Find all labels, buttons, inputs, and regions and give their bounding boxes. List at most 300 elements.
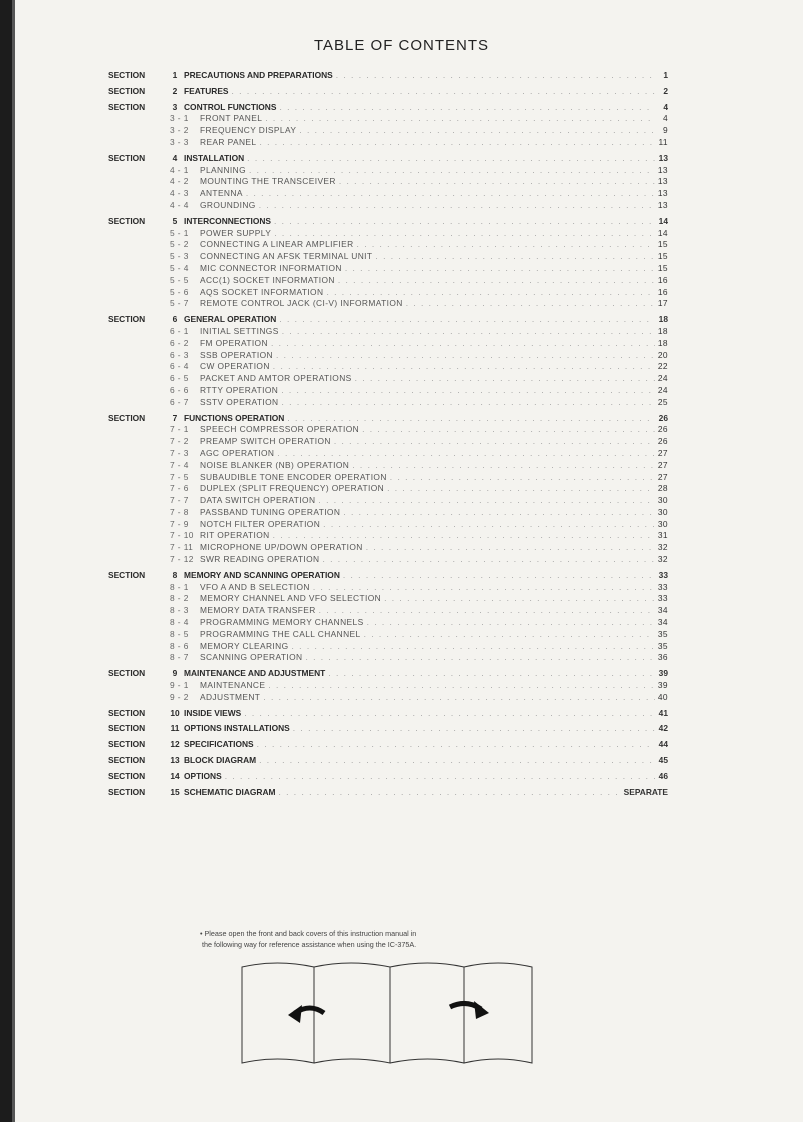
section-title: BLOCK DIAGRAM	[184, 755, 257, 766]
toc-section-15	[108, 787, 668, 799]
section-label: SECTION	[108, 755, 146, 766]
section-title: SCHEMATIC DIAGRAM	[184, 786, 276, 797]
subsection-page: 20	[657, 349, 668, 360]
section-label: SECTION	[108, 152, 146, 163]
dot-leader	[274, 216, 655, 228]
dot-leader	[293, 723, 655, 735]
dot-leader	[279, 102, 655, 114]
subsection-page: 4	[662, 113, 668, 124]
dot-leader	[318, 495, 654, 507]
fold-panel-3	[390, 963, 464, 1063]
subsection-number: 7 - 11	[170, 542, 194, 553]
dot-leader	[279, 787, 621, 799]
toc-subsection-row	[108, 385, 668, 397]
subsection-title: PROGRAMMING THE CALL CHANNEL	[200, 628, 361, 639]
dot-leader	[281, 385, 655, 397]
subsection-number: 4 - 1	[170, 164, 189, 175]
subsection-page: 36	[657, 652, 668, 663]
section-label: SECTION	[108, 739, 146, 750]
dot-leader	[273, 361, 655, 373]
subsection-title: PLANNING	[200, 164, 247, 175]
dot-leader	[273, 530, 655, 542]
subsection-title: CONNECTING A LINEAR AMPLIFIER	[200, 239, 354, 250]
dot-leader	[352, 460, 655, 472]
subsection-title: SCANNING OPERATION	[200, 652, 303, 663]
fold-instruction-line-2: the following way for reference assistance when using the IC-375A.	[202, 940, 417, 949]
section-page: 4	[663, 101, 668, 112]
toc-section-row	[108, 570, 668, 582]
subsection-page: 33	[657, 593, 668, 604]
section-label: SECTION	[108, 215, 146, 226]
toc-subsection-row	[108, 554, 668, 566]
subsection-page: 32	[657, 542, 668, 553]
subsection-number: 7 - 10	[170, 530, 194, 541]
section-page: 45	[658, 755, 668, 766]
dot-leader	[259, 200, 655, 212]
toc-subsection-row	[108, 652, 668, 664]
toc-section-row	[108, 216, 668, 228]
subsection-number: 7 - 6	[170, 483, 189, 494]
dot-leader	[339, 176, 655, 188]
subsection-title: SUBAUDIBLE TONE ENCODER OPERATION	[200, 471, 387, 482]
subsection-title: SPEECH COMPRESSOR OPERATION	[200, 424, 360, 435]
subsection-title: SSB OPERATION	[200, 349, 273, 360]
toc-subsection-row	[108, 641, 668, 653]
subsection-page: 24	[657, 384, 668, 395]
subsection-number: 7 - 12	[170, 554, 194, 565]
subsection-title: MOUNTING THE TRANSCEIVER	[200, 176, 336, 187]
subsection-title: VFO A AND B SELECTION	[200, 581, 310, 592]
dot-leader	[362, 424, 655, 436]
subsection-page: 27	[657, 471, 668, 482]
toc-section-row	[108, 755, 668, 767]
subsection-page: 9	[662, 125, 668, 136]
subsection-page: 28	[657, 483, 668, 494]
dot-leader	[406, 298, 655, 310]
subsection-title: FRONT PANEL	[200, 113, 263, 124]
subsection-page: 15	[657, 262, 668, 273]
dot-leader	[268, 680, 655, 692]
section-page: 33	[658, 569, 668, 580]
subsection-title: DUPLEX (SPLIT FREQUENCY) OPERATION	[200, 483, 385, 494]
section-label: SECTION	[108, 668, 146, 679]
dot-leader	[259, 755, 655, 767]
dot-leader	[319, 605, 655, 617]
subsection-title: ADJUSTMENT	[200, 691, 261, 702]
subsection-number: 5 - 3	[170, 251, 189, 262]
subsection-title: MEMORY CHANNEL AND VFO SELECTION	[200, 593, 382, 604]
dot-leader	[343, 507, 655, 519]
subsection-number: 4 - 2	[170, 176, 189, 187]
section-page: 26	[658, 412, 668, 423]
dot-leader	[276, 350, 655, 362]
toc-subsection-row	[108, 692, 668, 704]
section-title: INTERCONNECTIONS	[184, 215, 272, 226]
subsection-number: 7 - 9	[170, 518, 189, 529]
subsection-page: 32	[657, 554, 668, 565]
subsection-title: PROGRAMMING MEMORY CHANNELS	[200, 617, 364, 628]
fold-panel-1	[242, 963, 314, 1063]
subsection-number: 9 - 1	[170, 680, 189, 691]
toc-subsection-row	[108, 361, 668, 373]
toc-section-row	[108, 102, 668, 114]
toc-subsection-row	[108, 287, 668, 299]
fold-panel-4	[464, 963, 532, 1063]
toc-section-7	[108, 413, 668, 566]
toc-subsection-row	[108, 483, 668, 495]
dot-leader	[249, 165, 655, 177]
section-label: SECTION	[108, 70, 146, 80]
subsection-title: SWR READING OPERATION	[200, 554, 320, 565]
toc-subsection-row	[108, 228, 668, 240]
section-title: SPECIFICATIONS	[184, 739, 254, 750]
section-title: OPTIONS	[184, 770, 222, 781]
toc-subsection-row	[108, 542, 668, 554]
section-page: 44	[658, 739, 668, 750]
section-page: SEPARATE	[623, 786, 668, 797]
subsection-number: 5 - 6	[170, 286, 189, 297]
subsection-title: MIC CONNECTOR INFORMATION	[200, 262, 342, 273]
table-of-contents	[108, 70, 668, 802]
subsection-page: 30	[657, 495, 668, 506]
dot-leader	[357, 239, 655, 251]
subsection-title: AQS SOCKET INFORMATION	[200, 286, 324, 297]
toc-section-6	[108, 314, 668, 408]
section-page: 42	[658, 723, 668, 734]
toc-subsection-row	[108, 251, 668, 263]
subsection-page: 16	[657, 274, 668, 285]
subsection-title: MICROPHONE UP/DOWN OPERATION	[200, 542, 363, 553]
dot-leader	[336, 70, 655, 82]
subsection-number: 6 - 3	[170, 349, 189, 360]
subsection-title: AGC OPERATION	[200, 447, 275, 458]
toc-section-row	[108, 413, 668, 425]
subsection-number: 7 - 2	[170, 436, 189, 447]
section-page: 2	[663, 85, 668, 96]
section-label: SECTION	[108, 723, 146, 734]
subsection-title: DATA SWITCH OPERATION	[200, 495, 316, 506]
dot-leader	[384, 593, 655, 605]
toc-subsection-row	[108, 680, 668, 692]
toc-subsection-row	[108, 275, 668, 287]
subsection-title: CW OPERATION	[200, 361, 270, 372]
toc-section-13	[108, 755, 668, 767]
subsection-page: 13	[657, 176, 668, 187]
subsection-number: 6 - 2	[170, 337, 189, 348]
dot-leader	[244, 708, 655, 720]
section-number: 10	[170, 707, 180, 718]
toc-section-row	[108, 787, 668, 799]
dot-leader	[313, 582, 655, 594]
section-label: SECTION	[108, 412, 146, 423]
subsection-number: 5 - 7	[170, 298, 189, 309]
subsection-title: SSTV OPERATION	[200, 396, 279, 407]
subsection-title: PACKET AND AMTOR OPERATIONS	[200, 373, 352, 384]
toc-subsection-row	[108, 519, 668, 531]
subsection-page: 13	[657, 199, 668, 210]
subsection-number: 5 - 4	[170, 262, 189, 273]
dot-leader	[265, 113, 655, 125]
section-page: 18	[658, 314, 668, 325]
page-title: TABLE OF CONTENTS	[313, 37, 490, 54]
subsection-title: POWER SUPPLY	[200, 227, 272, 238]
toc-subsection-row	[108, 326, 668, 338]
subsection-number: 7 - 7	[170, 495, 189, 506]
section-title: OPTIONS INSTALLATIONS	[184, 723, 290, 734]
subsection-page: 18	[657, 325, 668, 336]
toc-section-1	[108, 70, 668, 82]
section-label: SECTION	[108, 569, 146, 580]
section-label: SECTION	[108, 786, 146, 797]
toc-subsection-row	[108, 593, 668, 605]
dot-leader	[292, 641, 655, 653]
section-page: 1	[663, 70, 668, 80]
dot-leader	[282, 326, 655, 338]
dot-leader	[367, 617, 655, 629]
dot-leader	[375, 251, 654, 263]
toc-subsection-row	[108, 113, 668, 125]
dot-leader	[345, 263, 655, 275]
subsection-title: NOTCH FILTER OPERATION	[200, 518, 321, 529]
subsection-page: 11	[658, 136, 668, 147]
subsection-number: 7 - 8	[170, 506, 189, 517]
subsection-page: 16	[657, 286, 668, 297]
toc-subsection-row	[108, 298, 668, 310]
binding-edge	[0, 0, 12, 1122]
toc-subsection-row	[108, 263, 668, 275]
subsection-number: 4 - 3	[170, 188, 189, 199]
left-curved-arrow-icon	[288, 1005, 324, 1023]
subsection-page: 27	[657, 447, 668, 458]
dot-leader	[334, 436, 655, 448]
section-number: 4	[172, 152, 178, 163]
subsection-title: NOISE BLANKER (NB) OPERATION	[200, 459, 350, 470]
toc-subsection-row	[108, 125, 668, 137]
toc-subsection-row	[108, 397, 668, 409]
section-label: SECTION	[108, 770, 146, 781]
dot-leader	[328, 668, 655, 680]
section-page: 14	[658, 215, 668, 226]
subsection-page: 17	[657, 298, 668, 309]
subsection-page: 15	[657, 239, 668, 250]
section-label: SECTION	[108, 707, 146, 718]
dot-leader	[366, 542, 655, 554]
subsection-number: 7 - 3	[170, 447, 189, 458]
toc-subsection-row	[108, 460, 668, 472]
toc-subsection-row	[108, 495, 668, 507]
toc-section-3	[108, 102, 668, 149]
subsection-title: CONNECTING AN AFSK TERMINAL UNIT	[200, 251, 373, 262]
subsection-number: 4 - 4	[170, 199, 189, 210]
subsection-number: 9 - 2	[170, 691, 189, 702]
subsection-title: FREQUENCY DISPLAY	[200, 125, 297, 136]
section-number: 5	[172, 215, 178, 226]
subsection-title: REAR PANEL	[200, 136, 257, 147]
fold-panel-2	[314, 963, 390, 1063]
dot-leader	[263, 692, 655, 704]
subsection-page: 40	[657, 691, 668, 702]
section-number: 15	[170, 786, 180, 797]
section-number: 9	[172, 668, 178, 679]
subsection-title: GROUNDING	[200, 199, 256, 210]
subsection-number: 5 - 5	[170, 274, 189, 285]
toc-subsection-row	[108, 436, 668, 448]
section-page: 39	[658, 668, 668, 679]
subsection-number: 7 - 5	[170, 471, 189, 482]
dot-leader	[247, 153, 655, 165]
dot-leader	[343, 570, 655, 582]
section-number: 12	[170, 739, 180, 750]
toc-subsection-row	[108, 629, 668, 641]
toc-subsection-row	[108, 605, 668, 617]
toc-section-4	[108, 153, 668, 212]
section-number: 3	[172, 101, 178, 112]
section-number: 11	[170, 723, 180, 734]
subsection-number: 8 - 5	[170, 628, 189, 639]
toc-subsection-row	[108, 350, 668, 362]
toc-section-row	[108, 86, 668, 98]
dot-leader	[282, 397, 655, 409]
toc-section-row	[108, 708, 668, 720]
section-title: FEATURES	[184, 85, 229, 96]
subsection-number: 7 - 1	[170, 424, 189, 435]
toc-section-14	[108, 771, 668, 783]
toc-section-9	[108, 668, 668, 703]
subsection-title: MAINTENANCE	[200, 680, 266, 691]
subsection-page: 14	[657, 227, 668, 238]
toc-subsection-row	[108, 424, 668, 436]
dot-leader	[259, 137, 655, 149]
subsection-number: 8 - 6	[170, 640, 189, 651]
dot-leader	[279, 314, 655, 326]
toc-section-row	[108, 723, 668, 735]
subsection-number: 8 - 1	[170, 581, 189, 592]
toc-subsection-row	[108, 165, 668, 177]
toc-subsection-row	[108, 582, 668, 594]
toc-subsection-row	[108, 373, 668, 385]
section-number: 13	[170, 755, 180, 766]
dot-leader	[338, 275, 655, 287]
subsection-number: 6 - 5	[170, 373, 189, 384]
dot-leader	[387, 483, 655, 495]
section-number: 1	[172, 70, 178, 80]
toc-subsection-row	[108, 448, 668, 460]
subsection-page: 34	[657, 617, 668, 628]
subsection-page: 24	[657, 373, 668, 384]
subsection-page: 18	[657, 337, 668, 348]
subsection-number: 7 - 4	[170, 459, 189, 470]
section-page: 41	[658, 707, 668, 718]
toc-section-10	[108, 708, 668, 720]
section-label: SECTION	[108, 314, 146, 325]
section-number: 7	[172, 412, 178, 423]
subsection-number: 6 - 1	[170, 325, 189, 336]
dot-leader	[299, 125, 655, 137]
subsection-title: MEMORY CLEARING	[200, 640, 289, 651]
dot-leader	[323, 519, 655, 531]
binding-edge-shadow	[12, 0, 15, 1122]
section-number: 6	[172, 314, 178, 325]
toc-subsection-row	[108, 137, 668, 149]
subsection-number: 6 - 4	[170, 361, 189, 372]
subsection-page: 13	[657, 188, 668, 199]
section-title: PRECAUTIONS AND PREPARATIONS	[184, 70, 333, 80]
subsection-number: 8 - 7	[170, 652, 189, 663]
subsection-page: 35	[657, 628, 668, 639]
subsection-number: 3 - 2	[170, 125, 189, 136]
subsection-title: PASSBAND TUNING OPERATION	[200, 506, 341, 517]
subsection-number: 8 - 2	[170, 593, 189, 604]
section-title: INSIDE VIEWS	[184, 707, 242, 718]
dot-leader	[225, 771, 655, 783]
right-curved-arrow-icon	[450, 1001, 489, 1019]
dot-leader	[326, 287, 654, 299]
subsection-number: 8 - 4	[170, 617, 189, 628]
toc-section-5	[108, 216, 668, 310]
toc-subsection-row	[108, 507, 668, 519]
toc-section-8	[108, 570, 668, 664]
manual-fold-diagram	[232, 955, 542, 1075]
dot-leader	[355, 373, 655, 385]
subsection-page: 26	[657, 424, 668, 435]
dot-leader	[390, 472, 655, 484]
subsection-page: 39	[657, 680, 668, 691]
dot-leader	[277, 448, 654, 460]
subsection-page: 27	[657, 459, 668, 470]
toc-section-2	[108, 86, 668, 98]
subsection-page: 25	[657, 396, 668, 407]
dot-leader	[364, 629, 655, 641]
subsection-page: 34	[657, 605, 668, 616]
section-title: CONTROL FUNCTIONS	[184, 101, 277, 112]
subsection-page: 13	[657, 164, 668, 175]
toc-subsection-row	[108, 200, 668, 212]
subsection-title: RIT OPERATION	[200, 530, 270, 541]
toc-subsection-row	[108, 239, 668, 251]
dot-leader	[322, 554, 654, 566]
toc-section-11	[108, 723, 668, 735]
dot-leader	[271, 338, 655, 350]
toc-section-row	[108, 771, 668, 783]
dot-leader	[257, 739, 655, 751]
subsection-page: 35	[657, 640, 668, 651]
subsection-number: 5 - 1	[170, 227, 189, 238]
subsection-title: REMOTE CONTROL JACK (CI-V) INFORMATION	[200, 298, 403, 309]
subsection-number: 6 - 7	[170, 396, 189, 407]
dot-leader	[274, 228, 655, 240]
fold-instruction-note	[200, 928, 580, 950]
section-label: SECTION	[108, 85, 146, 96]
subsection-page: 15	[657, 251, 668, 262]
subsection-title: ANTENNA	[200, 188, 243, 199]
toc-section-row	[108, 668, 668, 680]
fold-instruction-line-1: • Please open the front and back covers of this instruction manual in	[200, 929, 417, 938]
section-title: INSTALLATION	[184, 152, 245, 163]
subsection-title: ACC(1) SOCKET INFORMATION	[200, 274, 335, 285]
subsection-page: 30	[657, 518, 668, 529]
subsection-number: 5 - 2	[170, 239, 189, 250]
subsection-page: 33	[657, 581, 668, 592]
section-number: 8	[172, 569, 178, 580]
subsection-page: 26	[657, 436, 668, 447]
toc-subsection-row	[108, 338, 668, 350]
subsection-page: 30	[657, 506, 668, 517]
toc-subsection-row	[108, 176, 668, 188]
dot-leader	[232, 86, 655, 98]
subsection-page: 22	[657, 361, 668, 372]
section-number: 2	[172, 85, 178, 96]
section-number: 14	[170, 770, 180, 781]
